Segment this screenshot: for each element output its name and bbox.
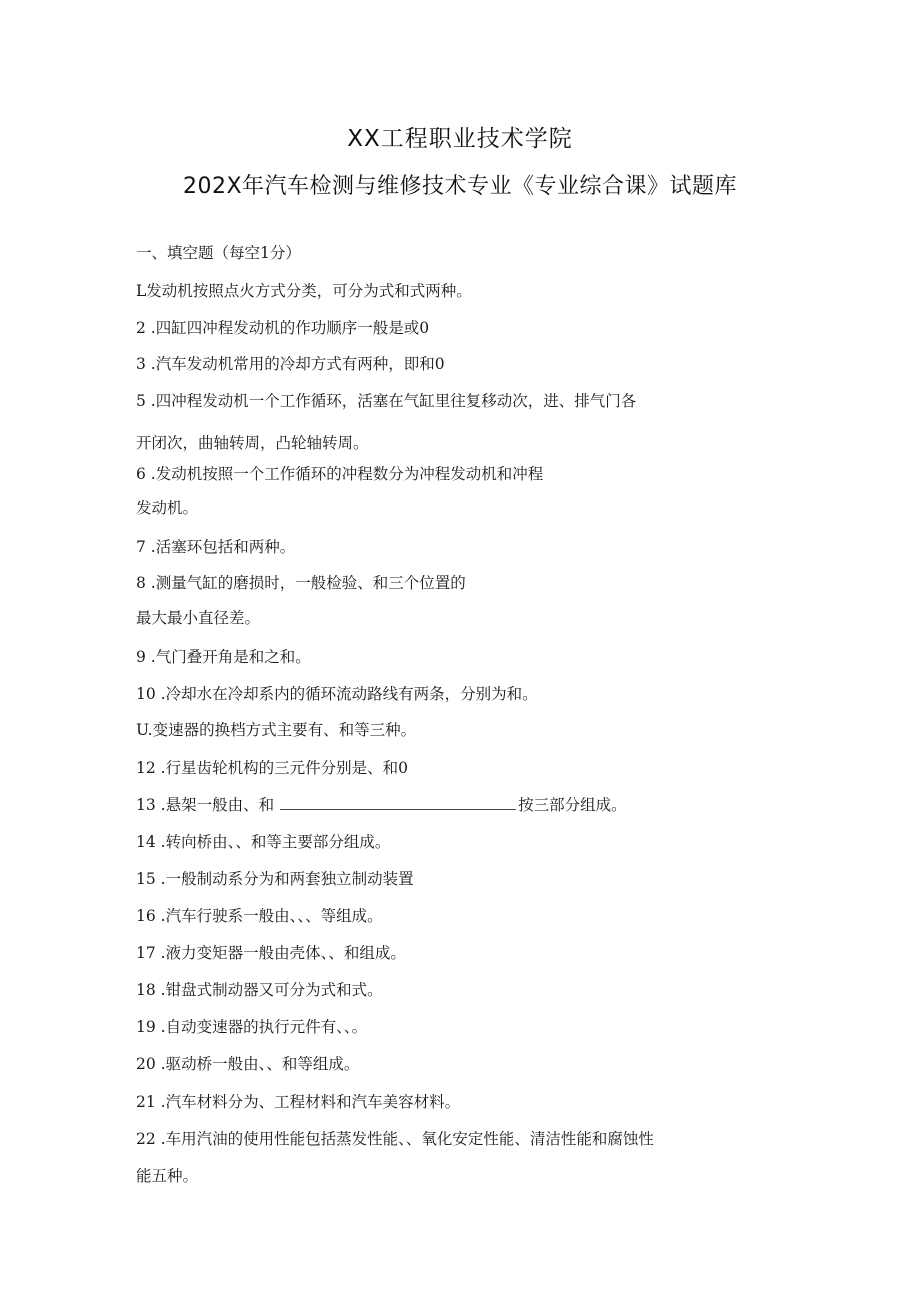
question-line-with-blank xyxy=(136,795,627,815)
exam-title: 202X年汽车检测与维修技术专业《专业综合课》试题库 xyxy=(182,174,738,199)
question-line: 10 .冷却水在冷却系内的循环流动路线有两条，分别为和。 xyxy=(136,685,538,703)
question-line: 21 .汽车材料分为、工程材料和汽车美容材料。 xyxy=(136,1093,461,1111)
question-text: 按三部分组成。 xyxy=(518,796,627,814)
question-line: 能五种。 xyxy=(136,1167,199,1185)
question-line: 开闭次，曲轴转周，凸轮轴转周。 xyxy=(136,434,369,452)
question-line: 17 .液力变矩器一般由壳体、、和组成。 xyxy=(136,944,406,962)
answer-blank xyxy=(280,795,516,810)
question-line: 18 .钳盘式制动器又可分为式和式。 xyxy=(136,981,383,999)
question-line: 最大最小直径差。 xyxy=(136,609,261,627)
question-text: 13 .悬架一般由、和 xyxy=(136,796,275,814)
institution-title: XX工程职业技术学院 xyxy=(347,126,573,152)
question-line: 9 .气门叠开角是和之和。 xyxy=(136,648,311,666)
question-line: 6 .发动机按照一个工作循环的冲程数分为冲程发动机和冲程 xyxy=(136,465,544,483)
question-line: 19 .自动变速器的执行元件有、、。 xyxy=(136,1018,368,1036)
question-line: 8 .测量气缸的磨损时，一般检验、和三个位置的 xyxy=(136,574,466,592)
question-line: 15 .一般制动系分为和两套独立制动装置 xyxy=(136,870,414,888)
question-line: L发动机按照点火方式分类，可分为式和式两种。 xyxy=(136,282,472,300)
question-line: 20 .驱动桥一般由、、和等组成。 xyxy=(136,1055,360,1073)
question-line: 14 .转向桥由、、和等主要部分组成。 xyxy=(136,833,391,851)
question-line: 发动机。 xyxy=(136,499,199,517)
question-line: U.变速器的换档方式主要有、和等三种。 xyxy=(136,721,417,739)
question-line: 16 .汽车行驶系一般由、、、等组成。 xyxy=(136,907,383,925)
section-heading: 一、填空题（每空1分） xyxy=(136,244,301,262)
question-line: 22 .车用汽油的使用性能包括蒸发性能、、氧化安定性能、清洁性能和腐蚀性 xyxy=(136,1130,654,1148)
question-line: 5 .四冲程发动机一个工作循环，活塞在气缸里往复移动次，进、排气门各 xyxy=(136,392,637,410)
question-line: 3 .汽车发动机常用的冷却方式有两种，即和0 xyxy=(136,355,445,373)
question-line: 7 .活塞环包括和两种。 xyxy=(136,538,296,556)
question-line: 12 .行星齿轮机构的三元件分别是、和0 xyxy=(136,759,408,777)
question-line: 2 .四缸四冲程发动机的作功顺序一般是或0 xyxy=(136,319,430,337)
